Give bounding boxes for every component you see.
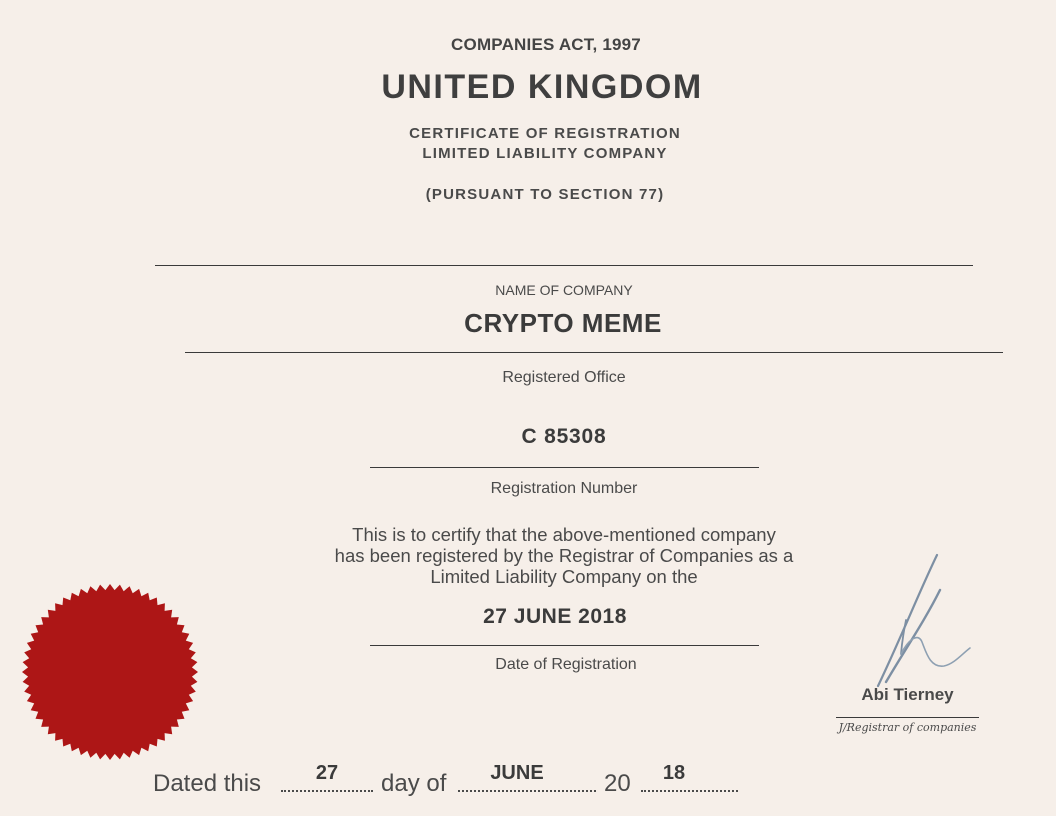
day-dotted-line — [281, 790, 373, 792]
country-title: UNITED KINGDOM — [381, 68, 703, 106]
month-dotted-line — [458, 790, 596, 792]
company-name-underline — [185, 352, 1003, 353]
registration-number-underline — [370, 467, 759, 468]
certification-line-3: Limited Liability Company on the — [430, 566, 698, 587]
certification-line-2: has been registered by the Registrar of Companies as a — [334, 545, 794, 566]
signature-line — [836, 717, 979, 718]
dated-day: 27 — [315, 762, 339, 784]
signer-name: Abi Tierney — [861, 685, 954, 704]
registration-date: 27 JUNE 2018 — [483, 605, 627, 628]
dated-line — [153, 764, 753, 804]
registration-number: C 85308 — [521, 425, 607, 448]
signer-title: J/Registrar of companies — [838, 721, 977, 734]
top-divider — [155, 265, 973, 266]
company-name-label: NAME OF COMPANY — [495, 282, 633, 298]
registration-date-underline — [370, 645, 759, 646]
year-dotted-line — [641, 790, 738, 792]
registration-number-label: Registration Number — [490, 480, 638, 497]
act-heading: COMPANIES ACT, 1997 — [451, 35, 641, 54]
certificate-type-line2: LIMITED LIABILITY COMPANY — [422, 145, 668, 162]
certification-line-1: This is to certify that the above-mentioned company — [352, 524, 776, 545]
dated-day-of: day of — [381, 770, 447, 797]
registered-office-label: Registered Office — [502, 369, 626, 386]
pursuant-section: (PURSUANT TO SECTION 77) — [425, 186, 665, 203]
company-name: CRYPTO MEME — [464, 308, 662, 338]
registration-date-label: Date of Registration — [495, 656, 637, 673]
dated-year: 18 — [662, 762, 686, 784]
certificate-type-line1: CERTIFICATE OF REGISTRATION — [409, 125, 681, 142]
red-seal-icon — [20, 582, 200, 762]
dated-prefix: Dated this — [153, 770, 262, 797]
dated-century: 20 — [604, 770, 631, 797]
signature-scribble-icon — [860, 550, 980, 690]
dated-month: JUNE — [490, 762, 544, 784]
